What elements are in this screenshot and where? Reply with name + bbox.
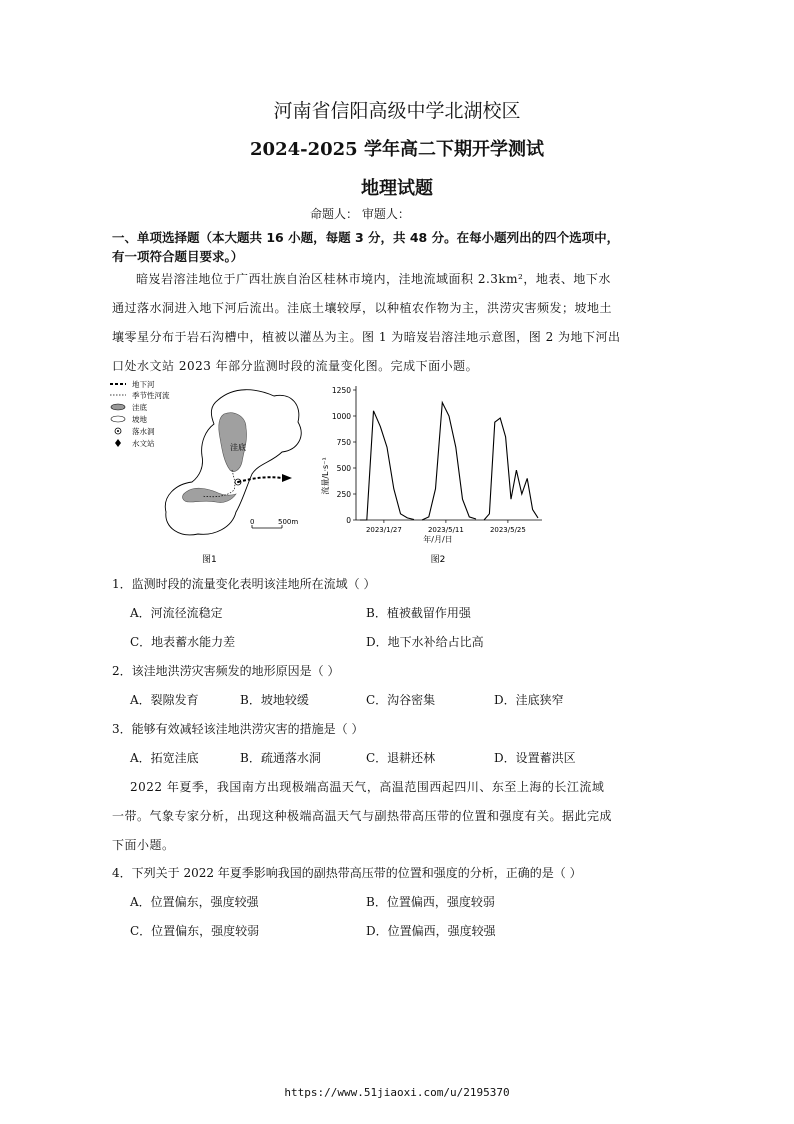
chart-ylabel: 流量/L·s⁻¹ xyxy=(321,457,330,495)
authors-line: 命题人： 审题人： xyxy=(310,207,410,221)
q3-stem: 3．能够有效减轻该洼地洪涝灾害的措施是（ ） xyxy=(112,722,364,736)
section-heading-line2: 有一项符合题目要求。） xyxy=(112,249,244,264)
chart-x-tick-label: 2023/5/11 xyxy=(427,526,464,534)
discharge-line xyxy=(422,403,476,521)
school-title: 河南省信阳高级中学北湖校区 xyxy=(273,100,521,122)
footer-url[interactable]: https://www.51jiaoxi.com/u/2195370 xyxy=(284,1086,510,1099)
hydro-station-icon xyxy=(115,439,121,447)
legend-slope: 坡地 xyxy=(132,415,147,424)
chart-x-tick-label: 2023/1/27 xyxy=(365,526,402,534)
figure2-caption: 图2 xyxy=(430,555,446,565)
q2-option-a[interactable]: A．裂隙发育 xyxy=(130,693,199,707)
passage2-line3: 下面小题。 xyxy=(112,838,175,852)
legend-basin: 洼底 xyxy=(132,403,147,412)
chart-x-tick-label: 2023/5/25 xyxy=(489,526,526,534)
q2-stem: 2．该洼地洪涝灾害频发的地形原因是（ ） xyxy=(112,664,340,678)
q4-option-b[interactable]: B．位置偏西，强度较弱 xyxy=(366,895,495,909)
q1-stem: 1．监测时段的流量变化表明该洼地所在流域（ ） xyxy=(112,577,376,591)
q1-option-d[interactable]: D．地下水补给占比高 xyxy=(366,635,484,649)
chart-y-tick-label: 0 xyxy=(346,516,351,525)
chart-y-tick-label: 500 xyxy=(336,464,351,473)
q4-option-d[interactable]: D．位置偏西，强度较强 xyxy=(366,924,496,938)
legend-slope-symbol xyxy=(111,416,125,422)
legend-seasonal-river: 季节性河流 xyxy=(132,391,170,400)
figure1-caption: 图1 xyxy=(202,555,217,565)
chart-xlabel: 年/月/日 xyxy=(423,535,453,544)
discharge-line xyxy=(360,411,414,520)
passage2-line2: 一带。气象专家分析，出现这种极端高温天气与副热带高压带的位置和强度有关。据此完成 xyxy=(112,809,613,823)
legend-underground-river: 地下河 xyxy=(132,380,155,389)
chart-y-tick-label: 250 xyxy=(336,490,351,499)
q1-option-b[interactable]: B．植被截留作用强 xyxy=(366,606,471,620)
basin-label: 洼底 xyxy=(230,443,246,452)
legend-hydro-station: 水文站 xyxy=(132,439,155,448)
q1-option-c[interactable]: C．地表蓄水能力差 xyxy=(130,635,236,649)
q3-option-c[interactable]: C．退耕还林 xyxy=(366,751,436,765)
legend-sinkhole: 落水洞 xyxy=(132,427,155,436)
passage1-line4: 口处水文站 2023 年部分监测时段的流量变化图。完成下面小题。 xyxy=(112,359,479,373)
section-heading-line1: 一、单项选择题（本大题共 16 小题，每题 3 分，共 48 分。在每小题列出的四个选项中， xyxy=(112,230,620,245)
scale-end: 500m xyxy=(278,518,299,526)
q3-option-b[interactable]: B．疏通落水洞 xyxy=(240,751,321,765)
passage1-line1: 暗岌岩溶洼地位于广西壮族自治区桂林市境内，洼地流域面积 2.3km²，地表、地下水 xyxy=(136,272,611,286)
q1-option-a[interactable]: A．河流径流稳定 xyxy=(130,606,223,620)
q4-stem: 4．下列关于 2022 年夏季影响我国的副热带高压带的位置和强度的分析，正确的是（ ） xyxy=(112,866,582,880)
outflow-arrow-icon xyxy=(282,474,292,482)
map-legend xyxy=(110,379,170,448)
passage2-line1: 2022 年夏季，我国南方出现极端高温天气，高温范围西起四川、东至上海的长江流域 xyxy=(130,780,605,794)
chart-y-tick-label: 750 xyxy=(336,438,351,447)
scale-zero: 0 xyxy=(250,518,255,526)
underground-river xyxy=(238,477,282,482)
figure1-map xyxy=(106,378,318,568)
basin-lower xyxy=(183,488,236,502)
exam-title: 2024-2025 学年高二下期开学测试 xyxy=(250,139,544,160)
chart-y-tick-label: 1000 xyxy=(331,412,351,421)
q3-option-a[interactable]: A．拓宽洼底 xyxy=(130,751,199,765)
q4-option-c[interactable]: C．位置偏东，强度较弱 xyxy=(130,924,260,938)
q3-option-d[interactable]: D．设置蓄洪区 xyxy=(494,751,576,765)
subject-title: 地理试题 xyxy=(361,178,433,199)
legend-basin-symbol xyxy=(111,404,125,410)
q4-option-a[interactable]: A．位置偏东，强度较强 xyxy=(130,895,259,909)
discharge-line xyxy=(484,418,538,520)
q2-option-d[interactable]: D．洼底狭窄 xyxy=(494,693,564,707)
figure2-chart xyxy=(320,380,550,568)
q2-option-c[interactable]: C．沟谷密集 xyxy=(366,693,436,707)
chart-y-tick-label: 1250 xyxy=(331,386,351,395)
passage1-line2: 通过落水洞进入地下河后流出。洼底土壤较厚，以种植农作物为主，洪涝灾害频发；坡地土 xyxy=(112,301,613,315)
q2-option-b[interactable]: B．坡地较缓 xyxy=(240,693,309,707)
passage1-line3: 壤零星分布于岩石沟槽中，植被以灌丛为主。图 1 为暗岌岩溶洼地示意图，图 2 为地下河出 xyxy=(112,330,621,344)
